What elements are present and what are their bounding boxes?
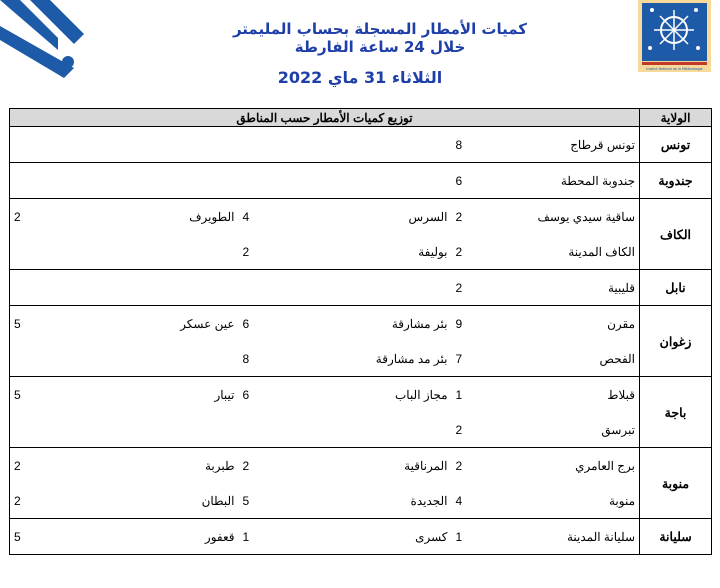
station-name: تبرسق bbox=[480, 412, 640, 448]
station-name: الكاف المدينة bbox=[480, 234, 640, 270]
station-name: جندوبة المحطة bbox=[480, 163, 640, 199]
station-name: الفحص bbox=[480, 341, 640, 377]
rain-value: 8 bbox=[452, 127, 480, 163]
station-name: مجاز الباب bbox=[267, 377, 452, 413]
table-row bbox=[10, 306, 712, 342]
station-name bbox=[43, 163, 239, 199]
rain-value: 2 bbox=[10, 448, 43, 484]
header-governorate: الولاية bbox=[640, 109, 712, 127]
governorate-cell: زغوان bbox=[640, 306, 712, 377]
rain-value: 2 bbox=[239, 448, 267, 484]
rain-value: 2 bbox=[452, 412, 480, 448]
station-name: قليبية bbox=[480, 270, 640, 306]
rain-value bbox=[10, 270, 43, 306]
station-name: تيبار bbox=[43, 377, 239, 413]
table-row bbox=[10, 127, 712, 163]
table-row bbox=[10, 377, 712, 413]
governorate-cell: باجة bbox=[640, 377, 712, 448]
rain-value bbox=[239, 270, 267, 306]
station-name bbox=[43, 412, 239, 448]
rain-value bbox=[239, 163, 267, 199]
governorate-cell: تونس bbox=[640, 127, 712, 163]
report-date: الثلاثاء 31 ماي 2022 bbox=[277, 68, 443, 87]
governorate-cell: نابل bbox=[640, 270, 712, 306]
rain-value: 6 bbox=[452, 163, 480, 199]
station-name: الجديدة bbox=[267, 483, 452, 519]
station-name: بئر مد مشارقة bbox=[267, 341, 452, 377]
rain-value: 5 bbox=[10, 377, 43, 413]
station-name bbox=[267, 412, 452, 448]
rain-value: 2 bbox=[452, 270, 480, 306]
governorate-cell: الكاف bbox=[640, 199, 712, 270]
station-name: سليانة المدينة bbox=[480, 519, 640, 555]
rain-value: 5 bbox=[239, 483, 267, 519]
rain-value bbox=[239, 412, 267, 448]
station-name bbox=[267, 270, 452, 306]
rain-value: 1 bbox=[452, 377, 480, 413]
rain-value: 1 bbox=[239, 519, 267, 555]
rain-value bbox=[10, 234, 43, 270]
rain-value: 2 bbox=[10, 199, 43, 235]
rain-value: 8 bbox=[239, 341, 267, 377]
table-row bbox=[10, 234, 712, 270]
governorate-cell: منوبة bbox=[640, 448, 712, 519]
rain-value bbox=[10, 412, 43, 448]
rain-value bbox=[239, 127, 267, 163]
title-line1: كميات الأمطار المسجلة بحساب المليمتر bbox=[232, 20, 528, 38]
station-name: طبربة bbox=[43, 448, 239, 484]
rain-value: 2 bbox=[452, 199, 480, 235]
station-name: بوليفة bbox=[267, 234, 452, 270]
governorate-cell: سليانة bbox=[640, 519, 712, 555]
logo-caption: Institut National de la Météorologie bbox=[646, 67, 703, 71]
header-distribution: توزيع كميات الأمطار حسب المناطق bbox=[10, 109, 640, 127]
stripes-logo bbox=[0, 0, 90, 80]
station-name: منوبة bbox=[480, 483, 640, 519]
station-name: برج العامري bbox=[480, 448, 640, 484]
station-name bbox=[267, 163, 452, 199]
rain-value: 2 bbox=[452, 448, 480, 484]
station-name: بئر مشارقة bbox=[267, 306, 452, 342]
rainfall-table-wrap bbox=[9, 108, 711, 570]
station-name bbox=[267, 127, 452, 163]
table-row bbox=[10, 341, 712, 377]
station-name: الطويرف bbox=[43, 199, 239, 235]
title-line2: خلال 24 ساعة الفارطة bbox=[294, 38, 466, 56]
station-name bbox=[43, 127, 239, 163]
table-row bbox=[10, 483, 712, 519]
station-name: عين عسكر bbox=[43, 306, 239, 342]
inm-logo bbox=[638, 0, 711, 72]
station-name: قبلاط bbox=[480, 377, 640, 413]
rain-value: 2 bbox=[452, 234, 480, 270]
station-name: السرس bbox=[267, 199, 452, 235]
rain-value: 2 bbox=[10, 483, 43, 519]
station-name bbox=[43, 341, 239, 377]
rain-value bbox=[10, 163, 43, 199]
table-row bbox=[10, 199, 712, 235]
table-row bbox=[10, 519, 712, 555]
station-name: كسرى bbox=[267, 519, 452, 555]
station-name: قعفور bbox=[43, 519, 239, 555]
rain-value: 6 bbox=[239, 377, 267, 413]
table-row bbox=[10, 163, 712, 199]
rain-value: 6 bbox=[239, 306, 267, 342]
rainfall-table bbox=[9, 108, 712, 555]
rain-value bbox=[10, 341, 43, 377]
table-row bbox=[10, 412, 712, 448]
rain-value: 5 bbox=[10, 306, 43, 342]
station-name: مقرن bbox=[480, 306, 640, 342]
rain-value bbox=[10, 127, 43, 163]
governorate-cell: جندوبة bbox=[640, 163, 712, 199]
rain-value: 1 bbox=[452, 519, 480, 555]
station-name: المرناقية bbox=[267, 448, 452, 484]
station-name: ساقية سيدي يوسف bbox=[480, 199, 640, 235]
station-name bbox=[43, 270, 239, 306]
station-name: تونس قرطاج bbox=[480, 127, 640, 163]
station-name bbox=[43, 234, 239, 270]
station-name: البطان bbox=[43, 483, 239, 519]
rain-value: 2 bbox=[239, 234, 267, 270]
rain-value: 9 bbox=[452, 306, 480, 342]
rain-value: 4 bbox=[452, 483, 480, 519]
rain-value: 4 bbox=[239, 199, 267, 235]
table-row bbox=[10, 448, 712, 484]
rain-value: 5 bbox=[10, 519, 43, 555]
rain-value: 7 bbox=[452, 341, 480, 377]
table-row bbox=[10, 270, 712, 306]
